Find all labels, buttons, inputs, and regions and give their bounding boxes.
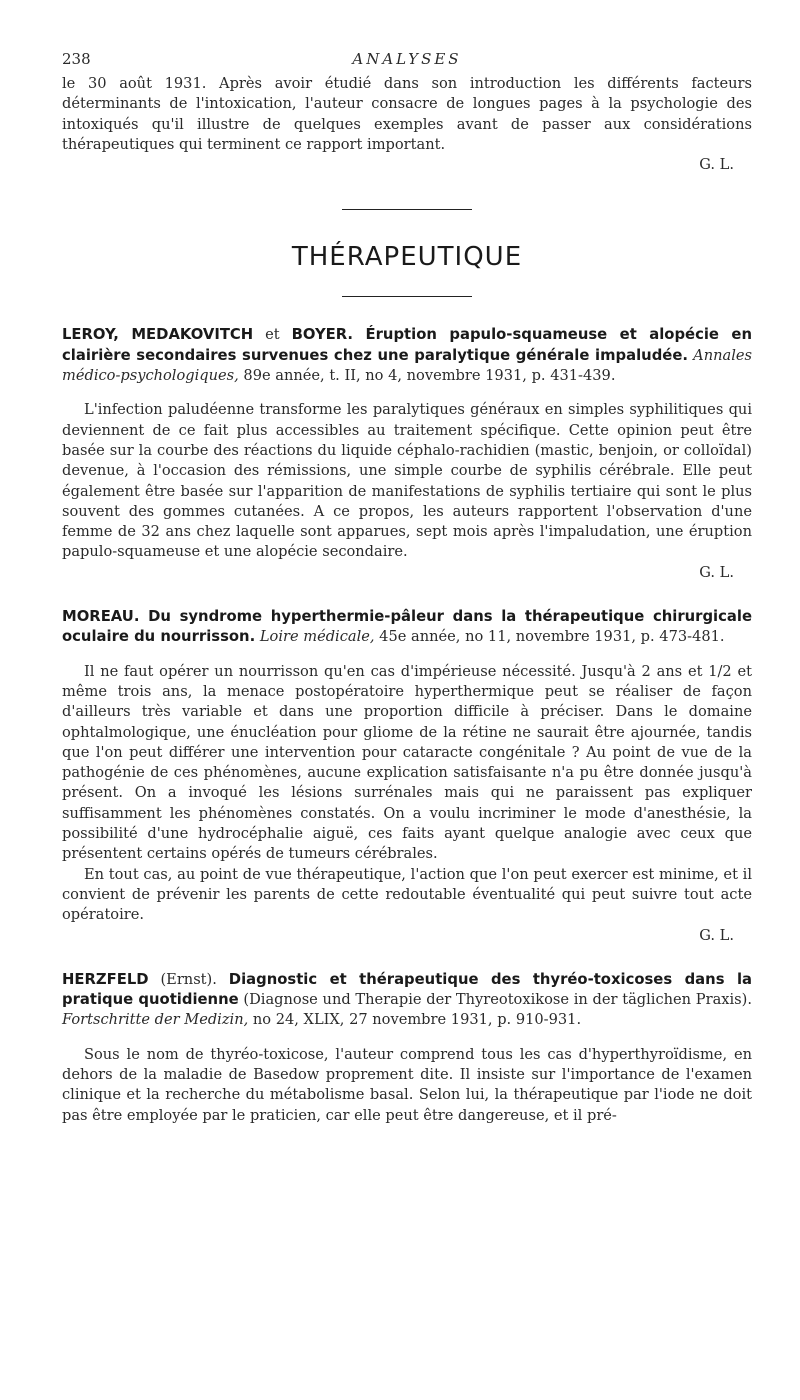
entry-paragraph: En tout cas, au point de vue thérapeutique, l'action que l'on peut exercer est minime, et il convient de prévenir les parents de cette redoutable éventualité qui peut suivre tout acte opératoire. [62, 865, 752, 924]
entry-title: Du syndrome hyperthermie-pâleur dans la thérapeutique chirurgicale oculaire du nourrisson. [62, 608, 752, 646]
entry-journal: Fortschritte der Medizin, [62, 1011, 249, 1029]
entry-heading [62, 607, 752, 648]
running-head [62, 50, 752, 74]
entry-connector: et [253, 326, 292, 344]
entry-authors: LEROY, MEDAKOVITCH [62, 326, 254, 344]
entry-paragraph: L'infection paludéenne transforme les paralytiques généraux en simples syphilitiques qui deviennent de ce fait plus accessibles au traitement spécifique. Cette opinion peut être basée sur la courbe des réactions du liquide céphalo-rachidien (mastic, benjoin, or colloïdal) devenue, à l'occasion des rémissions, une simple courbe de syphilis cérébrale. Elle peut également être basée sur l'apparition de manifestations de syphilis tertiaire qui sont le plus souvent des gommes cutanées. A ce propos, les auteurs rapportent l'observation d'une femme de 32 ans chez laquelle sont apparues, sept mois après l'impaludation, une éruption papulo-squameuse et une alopécie secondaire. [62, 401, 752, 561]
page-number: 238 [62, 50, 91, 68]
entry-journal: Annales médico-psychologiques, [62, 346, 752, 385]
entry-heading [62, 325, 752, 386]
entry-connector: (Ernst). [148, 970, 229, 988]
entry-title: Éruption papulo-squameuse et alopécie en clairière secondaires survenues chez une paralytique générale impaludée. [62, 326, 753, 364]
entry-authors: MOREAU. [62, 608, 140, 626]
entry-citation: 45e année, no 11, novembre 1931, p. 473-481. [374, 628, 725, 646]
section-title: THÉRAPEUTIQUE [291, 242, 523, 273]
entry-journal: Loire médicale, [259, 628, 375, 646]
intro-text: le 30 août 1931. Après avoir étudié dans son introduction les différents facteurs déterminants de l'intoxication, l'auteur consacre de longues pages à la psychologie des intoxiqués qu'il illustre de quelques exemples avant de passer aux considérations thérapeutiques qui terminent ce rapport important. [62, 75, 752, 153]
intro-block [62, 74, 752, 175]
entry-citation: 89e année, t. II, no 4, novembre 1931, p. 431-439. [238, 367, 616, 385]
intro-signature: G. L. [699, 156, 734, 174]
running-section-title: ANALYSES [352, 50, 462, 68]
entry-original-title: (Diagnose und Therapie der Thyreotoxikose in der täglichen Praxis). [238, 991, 752, 1009]
entry-heading [62, 970, 752, 1031]
entry-authors-2: BOYER. [291, 326, 354, 344]
entry-paragraph: Sous le nom de thyréo-toxicose, l'auteur comprend tous les cas d'hyperthyroïdisme, en dehors de la maladie de Basedow proprement dite. Il insiste sur l'importance de l'examen clinique et la recherche du métabolisme basal. Selon lui, la thérapeutique par l'iode ne doit pas être employée par le praticien, car elle peut être dangereuse, et il pré- [62, 1045, 752, 1124]
review-entry [62, 970, 752, 1126]
entry-title: Diagnostic et thérapeutique des thyréo-toxicoses dans la pratique quotidienne [62, 970, 752, 1009]
page [62, 50, 752, 1126]
entry-signature: G. L. [699, 926, 734, 944]
entry-paragraph: Il ne faut opérer un nourrisson qu'en cas d'impérieuse nécessité. Jusqu'à 2 ans et 1/2 et même trois ans, la menace postopératoire hyperthermique peut se réaliser de façon d'ailleurs très variable et dans une proportion difficile à préciser. Dans le domaine ophtalmologique, une énucléation pour gliome de la rétine ne saurait être ajournée, tandis que l'on peut différer une intervention pour cataracte congénitale ? Au point de vue de la pathogénie de ces phénomènes, aucune explication satisfaisante n'a pu être donnée jusqu'à présent. On a invoqué les lésions surrénales mais qui ne paraissent pas expliquer suffisamment les phénomènes constatés. On a voulu incriminer le mode d'anesthésie, la possibilité d'une hydrocéphalie aiguë, ces faits ayant quelque analogie avec ceux que présentent certains opérés de tumeurs cérébrales. [62, 662, 752, 863]
entry-signature: G. L. [699, 563, 734, 581]
section-rule-top [342, 209, 472, 210]
review-entry [62, 607, 752, 946]
entry-citation: no 24, XLIX, 27 novembre 1931, p. 910-931. [248, 1011, 582, 1029]
entry-authors: HERZFELD [62, 970, 149, 988]
review-entry [62, 325, 752, 583]
section-rule-bottom [342, 296, 472, 297]
